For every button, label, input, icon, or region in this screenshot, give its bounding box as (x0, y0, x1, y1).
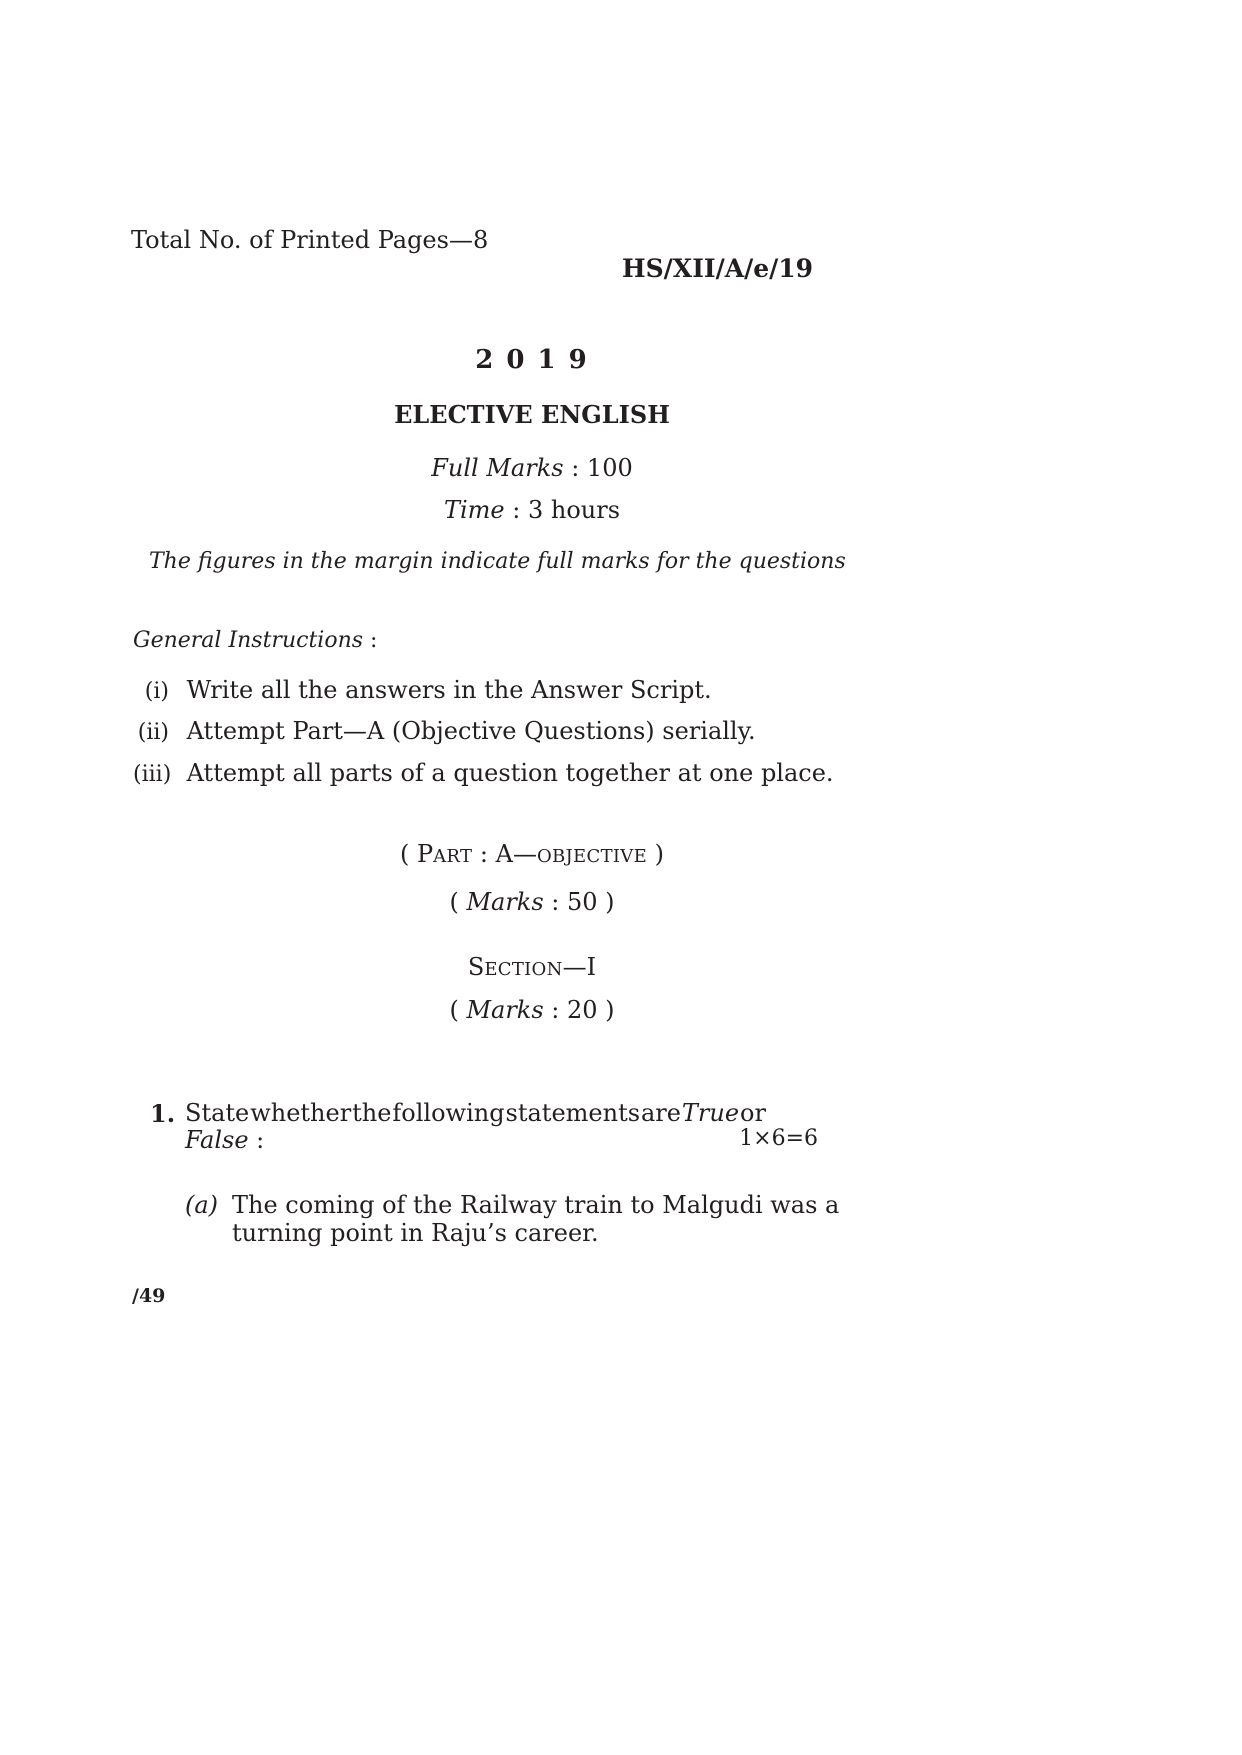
full-marks (0, 454, 1064, 482)
part-marks-open: ( (449, 888, 467, 916)
section-marks-value: : 20 ) (543, 996, 615, 1024)
question-marks: 1×6=6 (739, 1126, 818, 1151)
full-marks-label: Full Marks (431, 454, 564, 482)
part-letter: : A— (472, 840, 537, 868)
time-label: Time (443, 496, 505, 524)
question-number: 1. (150, 1099, 176, 1128)
question-text-line2 (185, 1126, 264, 1154)
part-close-paren: ) (647, 840, 665, 868)
part-heading (0, 840, 1064, 868)
exam-year: 2 0 1 9 (475, 345, 589, 375)
instructions-heading-colon: : (363, 628, 378, 653)
part-open-paren: ( (399, 840, 417, 868)
question-word: statements (505, 1099, 641, 1127)
section-marks-label: Marks (466, 996, 544, 1024)
instructions-heading-text: General Instructions (133, 628, 364, 653)
section-marks (0, 996, 1064, 1024)
question-word: whether (250, 1099, 352, 1127)
instruction-item (133, 759, 834, 787)
question-word: following (392, 1099, 505, 1127)
part-marks (0, 888, 1064, 916)
question-word: or (740, 1099, 766, 1127)
sub-question-text-line1: The coming of the Railway train to Malgudi was a (232, 1191, 840, 1219)
question-text-line1 (185, 1099, 766, 1127)
time-allowed (0, 496, 1064, 524)
part-marks-value: : 50 ) (543, 888, 615, 916)
full-marks-value: : 100 (563, 454, 633, 482)
part-word-rest: ART (433, 846, 473, 867)
time-value: : 3 hours (504, 496, 621, 524)
question-word: the (352, 1099, 392, 1127)
instructions-heading (133, 628, 377, 653)
section-number: —I (562, 953, 597, 981)
question-false-word: False (185, 1126, 249, 1154)
instruction-number: (iii) (133, 762, 172, 787)
section-marks-open: ( (449, 996, 467, 1024)
footer-page-code: /49 (132, 1285, 166, 1307)
section-word-cap: S (467, 953, 485, 981)
sub-question-label: (a) (185, 1191, 219, 1219)
question-false-colon: : (248, 1126, 265, 1154)
part-objective: OBJECTIVE (536, 846, 648, 867)
part-marks-label: Marks (466, 888, 544, 916)
paper-code: HS/XII/A/e/19 (622, 254, 814, 283)
instruction-text: Attempt Part—A (Objective Questions) serially. (186, 717, 756, 745)
subject-title: ELECTIVE ENGLISH (394, 400, 670, 429)
instruction-text: Write all the answers in the Answer Script. (186, 676, 712, 704)
instruction-number: (i) (144, 679, 169, 704)
instruction-item (133, 676, 712, 704)
printed-pages-count: Total No. of Printed Pages—8 (131, 226, 489, 254)
question-word: are (640, 1099, 681, 1127)
section-heading (0, 953, 1064, 981)
question-true-word: True (681, 1099, 740, 1127)
instruction-item (133, 717, 756, 745)
section-word-rest: ECTION (484, 959, 563, 980)
instruction-text: Attempt all parts of a question together at one place. (186, 759, 834, 787)
sub-question-text-line2: turning point in Raju’s career. (232, 1219, 599, 1247)
question-word: State (185, 1099, 250, 1127)
part-word-cap: P (416, 840, 434, 868)
instruction-number: (ii) (137, 720, 169, 745)
margin-note: The figures in the margin indicate full marks for the questions (149, 549, 846, 574)
